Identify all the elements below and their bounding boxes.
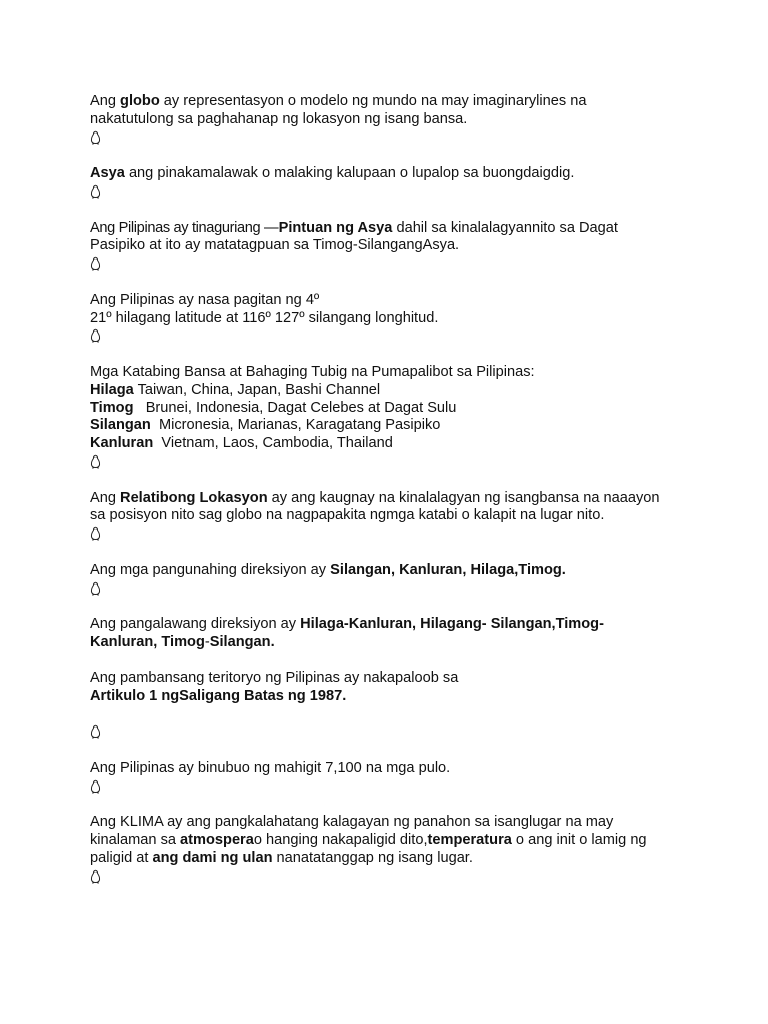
- neighbor-row: [90, 400, 700, 418]
- text: Ang: [90, 489, 121, 506]
- text: dahil sa kinalalagyannito sa Dagat: [392, 219, 618, 236]
- bold-term: temperatura: [427, 832, 512, 849]
- bold-term: Hilaga-Kanluran, Hilagang- Silangan,Timog-: [300, 616, 604, 633]
- document-body: [90, 93, 700, 887]
- text: paligid at: [90, 849, 153, 866]
- direction-label: Silangan: [90, 417, 151, 434]
- penguin-glyph-icon: [90, 328, 700, 346]
- penguin-glyph-icon: [90, 256, 700, 274]
- neighbor-row: [90, 435, 700, 453]
- paragraph-territory: [90, 670, 700, 706]
- bold-term: Artikulo 1 ngSaligang Batas ng 1987.: [90, 687, 347, 704]
- neighbor-row: [90, 417, 700, 435]
- paragraph-islands: [90, 760, 700, 778]
- text: o hanging nakapaligid dito,: [253, 832, 428, 849]
- text: -: [204, 633, 210, 650]
- direction-label: Hilaga: [90, 381, 134, 398]
- text: Ang mga pangunahing direksiyon ay: [90, 561, 331, 578]
- text: Ang: [90, 93, 121, 109]
- text: sa posisyon nito sag globo na nagpapakita ngmga katabi o kalapit na lugar nito.: [90, 507, 605, 524]
- penguin-glyph-icon: [90, 184, 700, 202]
- direction-label: Kanluran: [90, 435, 154, 452]
- text: ay representasyon o modelo ng mundo na may imaginarylines na: [159, 93, 587, 109]
- text: ay ang kaugnay na kinalalagyan ng isangbansa na naaayon: [267, 489, 660, 506]
- text: nanatatanggap ng isang lugar.: [272, 849, 473, 866]
- bold-term: Pintuan ng Asya: [278, 219, 393, 236]
- text: Ang Pilipinas ay tinaguriang: [90, 219, 265, 236]
- paragraph-asya: [90, 165, 700, 183]
- bold-term: Silangan, Kanluran, Hilaga,Timog.: [330, 561, 566, 578]
- neighbor-list: Micronesia, Marianas, Karagatang Pasipiko: [158, 417, 441, 434]
- penguin-glyph-icon: [90, 869, 700, 887]
- bold-term: ang dami ng ulan: [152, 849, 273, 866]
- text: Ang KLIMA ay ang pangkalahatang kalagayan ng panahon sa isanglugar na may: [90, 814, 614, 831]
- paragraph-coordinates: [90, 292, 700, 328]
- text: nakatutulong sa paghahanap ng lokasyon ng isang bansa.: [90, 110, 468, 127]
- penguin-glyph-icon: [90, 454, 700, 472]
- text: kinalaman sa: [90, 832, 181, 849]
- bold-term: globo: [120, 93, 160, 109]
- neighbor-list: Taiwan, China, Japan, Bashi Channel: [137, 381, 381, 398]
- bold-term: Silangan.: [209, 633, 275, 650]
- text: o ang init o lamig ng: [511, 832, 647, 849]
- text: Pasipiko at ito ay matatagpuan sa Timog-SilangangAsya.: [90, 237, 460, 254]
- text: ang pinakamalawak o malaking kalupaan o lupalop sa buongdaigdig.: [124, 165, 575, 182]
- neighbor-list: Brunei, Indonesia, Dagat Celebes at Dagat Sulu: [145, 399, 457, 416]
- direction-label: Timog: [90, 399, 134, 416]
- penguin-glyph-icon: [90, 779, 700, 797]
- paragraph-relatibong-lokasyon: [90, 490, 700, 526]
- text: Ang Pilipinas ay binubuo ng mahigit 7,100 na mga pulo.: [90, 759, 451, 776]
- bold-term: Kanluran, Timog: [90, 633, 205, 650]
- paragraph-secondary-directions: [90, 616, 700, 652]
- paragraph-main-directions: [90, 562, 700, 580]
- bold-term: Asya: [90, 165, 125, 182]
- neighbor-list: Vietnam, Laos, Cambodia, Thailand: [161, 435, 393, 452]
- neighbor-row: [90, 382, 700, 400]
- text: 21º hilagang latitude at 116º 127º silangang longhitud.: [90, 309, 439, 326]
- paragraph-pintuan: [90, 220, 700, 256]
- text: —: [264, 219, 279, 236]
- penguin-glyph-icon: [90, 130, 700, 148]
- penguin-glyph-icon: [90, 724, 700, 742]
- bold-term: Relatibong Lokasyon: [120, 489, 268, 506]
- penguin-glyph-icon: [90, 581, 700, 599]
- text: Ang pangalawang direksiyon ay: [90, 616, 301, 633]
- text: Ang Pilipinas ay nasa pagitan ng 4º: [90, 291, 320, 308]
- bold-term: atmospera: [180, 832, 254, 849]
- neighbors-heading: Mga Katabing Bansa at Bahaging Tubig na Pumapalibot sa Pilipinas:: [90, 363, 535, 380]
- penguin-glyph-icon: [90, 526, 700, 544]
- paragraph-globo: [90, 93, 700, 129]
- text: Ang pambansang teritoryo ng Pilipinas ay nakapaloob sa: [90, 669, 459, 686]
- paragraph-klima: [90, 814, 700, 867]
- paragraph-neighbors: [90, 364, 700, 453]
